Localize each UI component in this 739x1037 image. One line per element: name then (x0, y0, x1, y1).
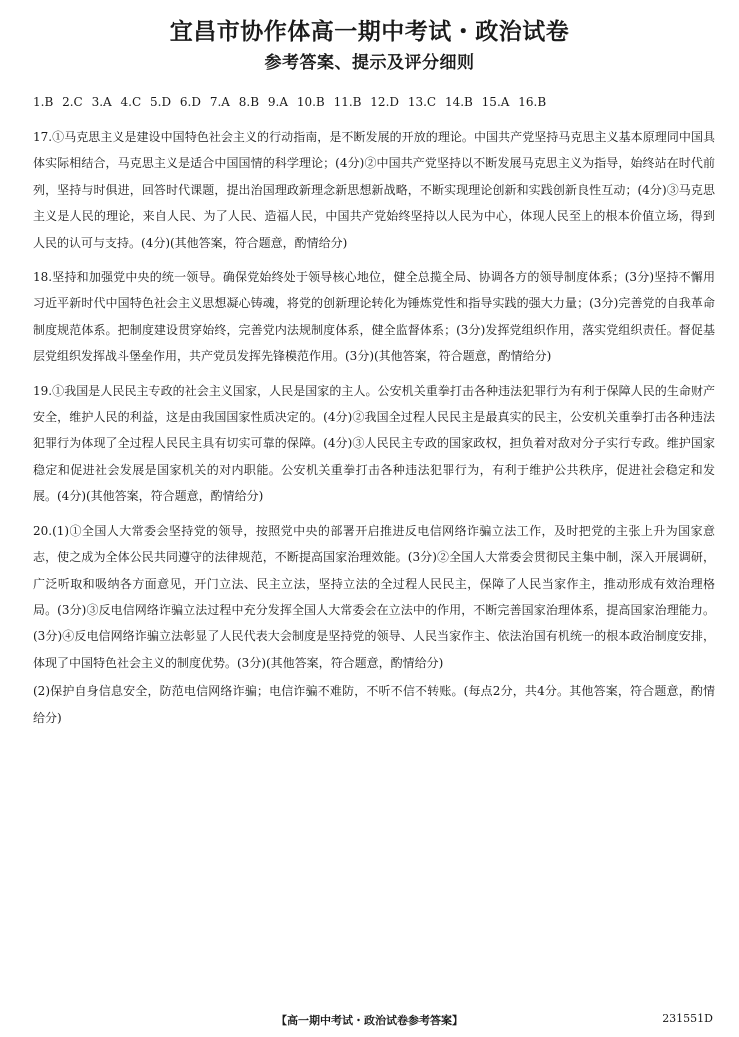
choice-answer: 12.D (370, 95, 400, 109)
choice-answer: 2.C (62, 95, 83, 109)
answer-20-part-2 (33, 678, 715, 731)
footer-label: 【高一期中考试・政治试卷参考答案】 (276, 1014, 463, 1027)
choice-answer: 9.A (267, 95, 288, 109)
choice-answer: 4.C (120, 95, 142, 109)
answer-text: 20.(1)①全国人大常委会坚持党的领导，按照党中央的部署开启推进反电信网络诈骗立法工作，及时把党的主张上升为国家意志，使之成为全体公民共同遵守的法律规范，不断提高国家治理效能。(3分)②全国人大常委会贯彻民主集中制，深入开展调研，广泛听取和吸纳各方面意见，开门立法、民主立法，坚持立法的全过程人民民主，保障了人民当家作主，推动形成有效治理格局。(3分)③反电信网络诈骗立法过程中充分发挥全国人大常委会在立法中的作用，不断完善国家治理体系，提高国家治理能力。(3分)④反电信网络诈骗立法彰显了人民代表大会制度是坚持党的领导、人民当家作主、依法治国有机统一的根本政治制度安排，体现了中国特色社会主义的制度优势。(3分)(其他答案，符合题意，酌情给分) (33, 523, 715, 670)
answer-17 (33, 124, 715, 256)
answer-list (33, 124, 715, 739)
answer-text: 17.①马克思主义是建设中国特色社会主义的行动指南，是不断发展的开放的理论。中国共产党坚持马克思主义基本原理同中国具体实际相结合，马克思主义是适合中国国情的科学理论；(4分)②中国共产党坚持以不断发展马克思主义为指导，始终站在时代前列，坚持与时俱进，回答时代课题，提出治国理政新理念新思想新战略，不断实现理论创新和实践创新良性互动；(4分)③马克思主义是人民的理论，来自人民、为了人民、造福人民，中国共产党始终坚持以人民为中心，体现人民至上的根本价值立场，得到人民的认可与支持。(4分)(其他答案，符合题意，酌情给分) (33, 130, 715, 250)
choice-answer: 1.B (33, 95, 54, 109)
page-title: 宜昌市协作体高一期中考试・政治试卷 (169, 19, 570, 45)
answer-text: (2)保护自身信息安全，防范电信网络诈骗；电信诈骗不难防，不听不信不转账。(每点2分，共4分。其他答案，符合题意，酌情给分) (33, 684, 715, 725)
choice-answer: 3.A (91, 95, 112, 109)
answer-18 (33, 264, 715, 370)
choice-answer: 5.D (150, 95, 172, 109)
choice-answer: 6.D (179, 95, 201, 109)
choice-answers (33, 95, 723, 109)
choice-answer: 15.A (481, 95, 510, 109)
footer-code: 231551D (662, 1012, 713, 1025)
answer-text: 19.①我国是人民民主专政的社会主义国家，人民是国家的主人。公安机关重拳打击各种违法犯罪行为有利于保障人民的生命财产安全，维护人民的利益，这是由我国国家性质决定的。(4分)②我国全过程人民民主是最真实的民主，公安机关重拳打击各种违法犯罪行为体现了全过程人民民主具有切实可靠的保障。(4分)③人民民主专政的国家政权，担负着对敌对分子实行专政。维护国家稳定和促进社会发展是国家机关的对内职能。公安机关重拳打击各种违法犯罪行为，有利于维护公共秩序，促进社会稳定和发展。(4分)(其他答案，符合题意，酌情给分) (33, 383, 715, 504)
choice-answer: 8.B (238, 95, 260, 109)
answer-19 (33, 378, 715, 510)
choice-answer: 13.C (407, 95, 437, 109)
choice-answer: 10.B (296, 95, 325, 109)
answer-20-part-1 (33, 518, 715, 676)
page-subtitle: 参考答案、提示及评分细则 (264, 53, 475, 73)
choice-answer: 16.B (518, 95, 547, 109)
answer-text: 18.坚持和加强党中央的统一领导。确保党始终处于领导核心地位，健全总揽全局、协调各方的领导制度体系；(3分)坚持不懈用习近平新时代中国特色社会主义思想凝心铸魂，将党的创新理论转化为锤炼党性和指导实践的强大力量；(3分)完善党的自我革命制度规范体系。把制度建设贯穿始终，完善党内法规制度体系，健全监督体系；(3分)发挥党组织作用，落实党组织责任。督促基层党组织发挥战斗堡垒作用，共产党员发挥先锋模范作用。(3分)(其他答案，符合题意，酌情给分) (33, 270, 715, 364)
choice-answer: 7.A (209, 95, 230, 109)
choice-answer: 14.B (444, 95, 473, 109)
choice-answer: 11.B (333, 95, 362, 109)
